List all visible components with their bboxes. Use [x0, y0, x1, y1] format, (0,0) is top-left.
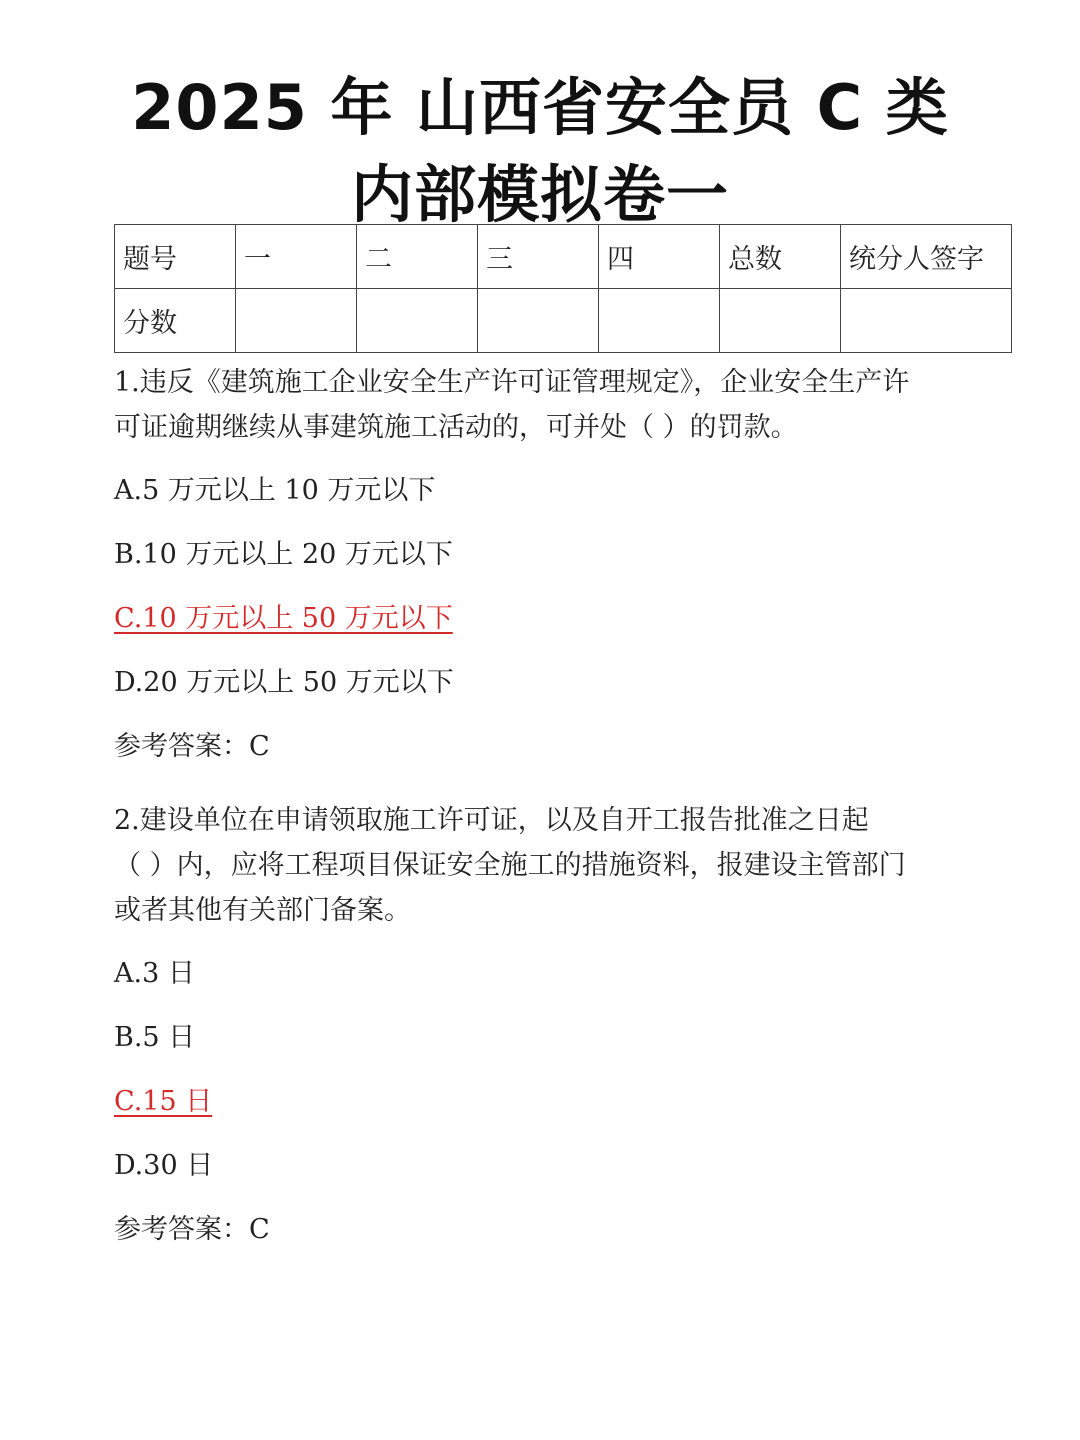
question-1-option-c-correct: C.10 万元以上 50 万元以下: [114, 603, 453, 634]
score-cell-part-4: [599, 289, 720, 353]
header-cell-question-no: 题号: [115, 225, 236, 289]
question-1: [114, 360, 974, 779]
header-cell-part-3: 三: [478, 225, 599, 289]
question-2-option-c-correct: C.15 日: [114, 1086, 213, 1117]
header-cell-part-4: 四: [599, 225, 720, 289]
header-cell-part-1: 一: [236, 225, 357, 289]
question-1-text-line-2: 可证逾期继续从事建筑施工活动的，可并处（ ）的罚款。: [114, 412, 798, 443]
header-cell-part-2: 二: [357, 225, 478, 289]
score-cell-signature: [841, 289, 1012, 353]
question-list: [114, 360, 974, 1262]
question-2-text-line-2: （ ）内，应将工程项目保证安全施工的措施资料，报建设主管部门: [114, 850, 906, 881]
question-2-option-d: D.30 日: [114, 1150, 214, 1181]
score-cell-part-3: [478, 289, 599, 353]
score-table-score-row: [115, 289, 1012, 353]
exam-title-line2: 内部模拟卷一: [350, 158, 729, 231]
score-table-header-row: [115, 225, 1012, 289]
exam-title-line1: 2025 年 山西省安全员 C 类: [131, 71, 949, 144]
question-1-text-line-1: 1.违反《建筑施工企业安全生产许可证管理规定》，企业安全生产许: [114, 367, 910, 398]
score-table: [114, 224, 1012, 353]
score-cell-part-1: [236, 289, 357, 353]
question-2-option-a: A.3 日: [114, 958, 195, 989]
score-cell-total: [720, 289, 841, 353]
question-2-answer: 参考答案：C: [114, 1214, 270, 1245]
question-2: [114, 798, 974, 1262]
header-cell-total: 总数: [720, 225, 841, 289]
question-1-option-d: D.20 万元以上 50 万元以下: [114, 667, 454, 698]
header-cell-grader-signature: 统分人签字: [841, 225, 1012, 289]
score-row-label: 分数: [115, 289, 236, 353]
question-2-option-b: B.5 日: [114, 1022, 196, 1053]
question-1-option-b: B.10 万元以上 20 万元以下: [114, 539, 453, 570]
question-2-text-line-1: 2.建设单位在申请领取施工许可证，以及自开工报告批准之日起: [114, 805, 869, 836]
question-1-answer: 参考答案：C: [114, 731, 270, 762]
question-2-text-line-3: 或者其他有关部门备案。: [114, 895, 411, 926]
question-1-option-a: A.5 万元以上 10 万元以下: [114, 475, 436, 506]
score-cell-part-2: [357, 289, 478, 353]
